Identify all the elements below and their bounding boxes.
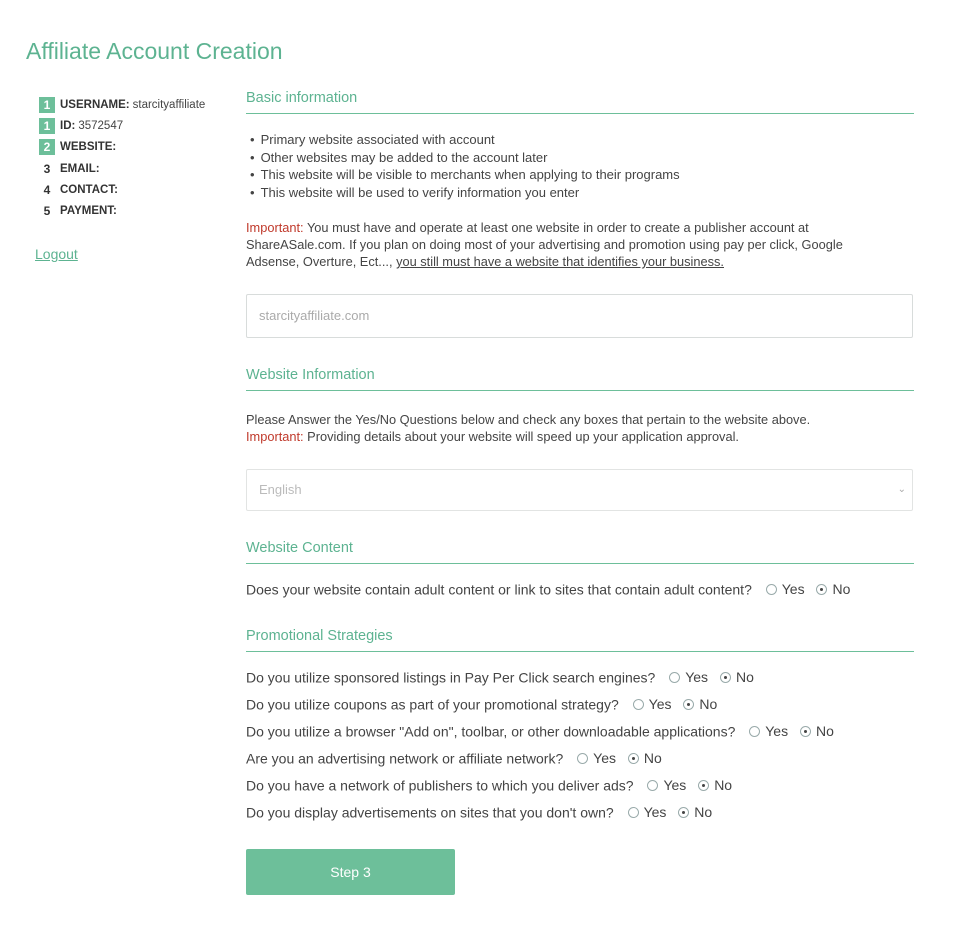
yes-label: Yes bbox=[648, 696, 672, 712]
no-label: No bbox=[735, 669, 754, 685]
chevron-down-icon: ⌄ bbox=[897, 484, 906, 495]
website-info-instructions bbox=[246, 411, 914, 445]
step-label: USERNAME: bbox=[60, 98, 130, 111]
radio-yes[interactable] bbox=[749, 726, 760, 737]
section-title-basic: Basic information bbox=[246, 90, 914, 114]
no-option[interactable] bbox=[683, 694, 717, 714]
radio-yes[interactable] bbox=[766, 584, 777, 595]
important-notice bbox=[246, 219, 886, 270]
question-text: Do you utilize sponsored listings in Pay Per Click search engines? bbox=[246, 669, 656, 686]
list-item: • This website will be visible to merchants when applying to their programs bbox=[246, 166, 680, 184]
step-list bbox=[39, 94, 205, 222]
section-title-website-info: Website Information bbox=[246, 367, 914, 391]
promo-question-publishers bbox=[246, 775, 732, 795]
step-payment bbox=[39, 200, 205, 221]
promo-question-ppc bbox=[246, 667, 754, 687]
radio-no[interactable] bbox=[683, 699, 694, 710]
question-text: Do you utilize coupons as part of your promotional strategy? bbox=[246, 696, 619, 713]
step-number: 1 bbox=[39, 97, 55, 113]
radio-yes[interactable] bbox=[669, 672, 680, 683]
adult-content-question bbox=[246, 579, 850, 599]
question-text: Are you an advertising network or affiliate network? bbox=[246, 750, 564, 767]
promo-question-coupons bbox=[246, 694, 717, 714]
promo-question-addon bbox=[246, 721, 834, 741]
important-underlined: you still must have a website that identifies your business. bbox=[396, 254, 724, 269]
step-label: PAYMENT: bbox=[60, 205, 117, 218]
step-number: 1 bbox=[39, 118, 55, 134]
yes-option[interactable] bbox=[647, 775, 686, 795]
no-label: No bbox=[699, 696, 718, 712]
no-label: No bbox=[832, 581, 851, 597]
important-text: You must have and operate at least one website in order to create a publisher account at ShareASale.com. If you plan on doing most of your advertising and promotion using pay per click, Google Adsense, Overture, Ect..., bbox=[246, 220, 843, 269]
yes-label: Yes bbox=[663, 777, 687, 793]
question-text: Does your website contain adult content or link to sites that contain adult content? bbox=[246, 581, 752, 598]
step-number: 5 bbox=[43, 204, 51, 219]
no-option[interactable] bbox=[678, 802, 712, 822]
instructions-important bbox=[246, 428, 914, 445]
question-text: Do you utilize a browser "Add on", toolbar, or other downloadable applications? bbox=[246, 723, 736, 740]
no-label: No bbox=[643, 750, 662, 766]
no-option[interactable] bbox=[720, 667, 754, 687]
yes-option[interactable] bbox=[577, 748, 616, 768]
yes-option[interactable] bbox=[669, 667, 708, 687]
important-text: Providing details about your website will speed up your application approval. bbox=[303, 429, 739, 444]
radio-no[interactable] bbox=[816, 584, 827, 595]
list-item: • Primary website associated with account bbox=[246, 131, 680, 149]
yes-label: Yes bbox=[781, 581, 805, 597]
list-item: • Other websites may be added to the account later bbox=[246, 149, 680, 167]
step-contact bbox=[39, 179, 205, 200]
promo-question-network bbox=[246, 748, 662, 768]
step-username bbox=[39, 94, 205, 115]
step-label: ID: bbox=[60, 119, 76, 132]
yes-label: Yes bbox=[765, 723, 789, 739]
radio-no[interactable] bbox=[628, 753, 639, 764]
yes-option[interactable] bbox=[749, 721, 788, 741]
yes-option[interactable] bbox=[633, 694, 672, 714]
yes-option[interactable] bbox=[628, 802, 667, 822]
instructions-line: Please Answer the Yes/No Questions below and check any boxes that pertain to the website above. bbox=[246, 412, 811, 427]
step-number: 3 bbox=[43, 161, 51, 176]
no-option[interactable] bbox=[698, 775, 732, 795]
no-option[interactable] bbox=[816, 579, 850, 599]
no-label: No bbox=[714, 777, 733, 793]
no-label: No bbox=[694, 804, 713, 820]
section-title-promotional: Promotional Strategies bbox=[246, 628, 914, 652]
radio-yes[interactable] bbox=[628, 807, 639, 818]
username-value: starcityaffiliate bbox=[132, 98, 206, 111]
step-email bbox=[39, 158, 205, 179]
website-url-input[interactable]: starcityaffiliate.com bbox=[246, 294, 913, 338]
yes-option[interactable] bbox=[766, 579, 805, 599]
yes-label: Yes bbox=[643, 804, 667, 820]
radio-yes[interactable] bbox=[647, 780, 658, 791]
important-label: Important: bbox=[246, 429, 304, 444]
question-text: Do you have a network of publishers to which you deliver ads? bbox=[246, 777, 634, 794]
step-label: WEBSITE: bbox=[60, 141, 117, 154]
radio-no[interactable] bbox=[678, 807, 689, 818]
step-label: EMAIL: bbox=[60, 162, 100, 175]
page-title: Affiliate Account Creation bbox=[26, 38, 283, 64]
yes-label: Yes bbox=[593, 750, 616, 766]
id-value: 3572547 bbox=[78, 119, 124, 132]
step-id bbox=[39, 115, 205, 136]
radio-no[interactable] bbox=[800, 726, 811, 737]
promo-question-display-ads bbox=[246, 802, 712, 822]
language-select[interactable] bbox=[246, 469, 913, 511]
yes-label: Yes bbox=[685, 669, 709, 685]
step-label: CONTACT: bbox=[60, 183, 118, 196]
step-number: 4 bbox=[43, 182, 51, 197]
no-option[interactable] bbox=[800, 721, 834, 741]
radio-no[interactable] bbox=[720, 672, 731, 683]
language-selected: English bbox=[259, 482, 302, 497]
step-3-button[interactable]: Step 3 bbox=[246, 849, 455, 895]
radio-yes[interactable] bbox=[633, 699, 644, 710]
step-number: 2 bbox=[39, 139, 55, 155]
step-website bbox=[39, 137, 205, 158]
radio-no[interactable] bbox=[698, 780, 709, 791]
radio-yes[interactable] bbox=[577, 753, 588, 764]
no-label: No bbox=[815, 723, 834, 739]
section-title-website-content: Website Content bbox=[246, 540, 914, 564]
question-text: Do you display advertisements on sites that you don't own? bbox=[246, 804, 614, 821]
basic-info-list bbox=[246, 131, 680, 201]
no-option[interactable] bbox=[628, 748, 662, 768]
important-label: Important: bbox=[246, 220, 304, 235]
logout-link[interactable]: Logout bbox=[35, 246, 78, 262]
list-item: • This website will be used to verify information you enter bbox=[246, 184, 680, 202]
